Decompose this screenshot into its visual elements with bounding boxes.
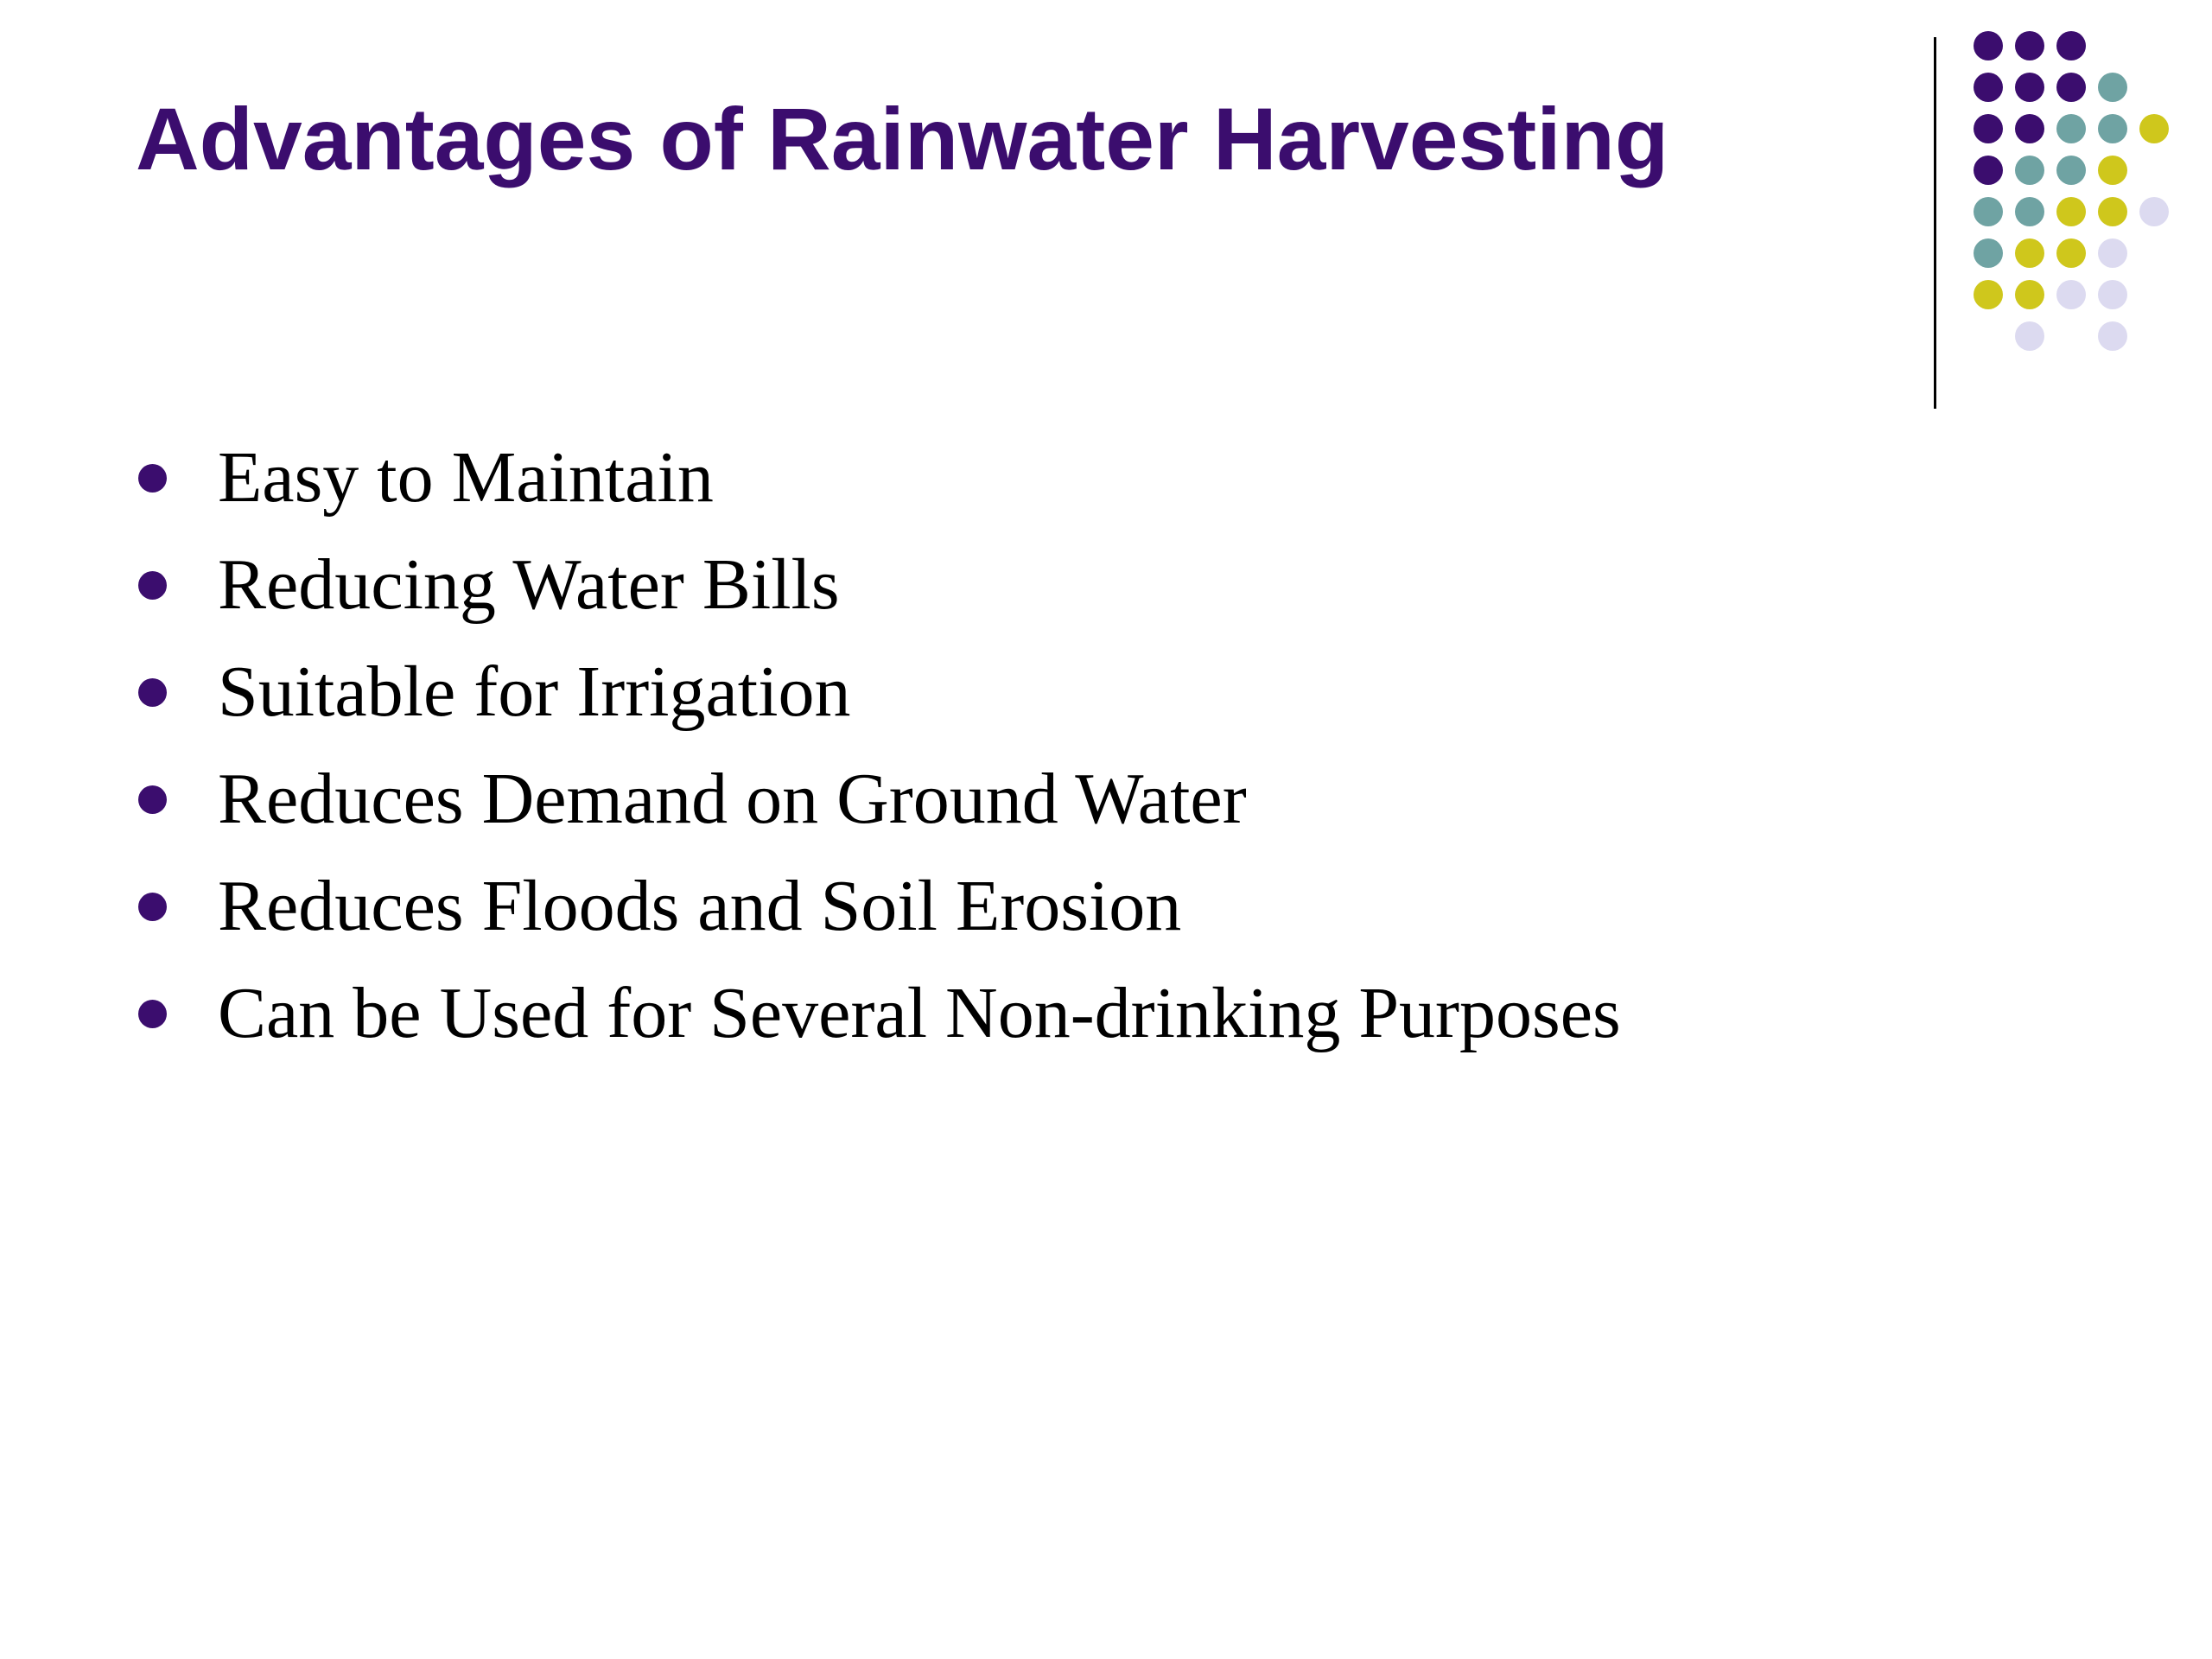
decorative-dot-yellow [2139,114,2169,143]
decorative-dot-purple [2056,31,2086,60]
bullet-text: Reduces Floods and Soil Erosion [218,866,1182,946]
decorative-dot-teal [2015,156,2044,185]
decorative-dot-lavender [2015,321,2044,351]
decorative-dot-lavender [2098,321,2127,351]
vertical-divider [1934,37,1936,409]
bullet-list [136,432,1621,1075]
decorative-dot-yellow [2056,197,2086,226]
bullet-item [136,432,1621,539]
bullet-dot-icon [138,785,167,814]
decorative-dot-lavender [2098,238,2127,268]
bullet-text: Easy to Maintain [218,437,714,518]
decorative-dot-teal [2015,197,2044,226]
bullet-text: Reducing Water Bills [218,544,840,625]
decorative-dot-purple [1974,156,2003,185]
decorative-dot-teal [2056,156,2086,185]
bullet-item [136,646,1621,753]
bullet-text: Suitable for Irrigation [218,652,851,732]
bullet-dot-icon [138,571,167,600]
bullet-item [136,539,1621,646]
bullet-dot-icon [138,678,167,707]
decorative-dot-purple [2015,114,2044,143]
decorative-dot-purple [2056,73,2086,102]
decorative-dot-purple [1974,73,2003,102]
bullet-dot-icon [138,1000,167,1028]
bullet-item [136,753,1621,861]
decorative-dot-lavender [2139,197,2169,226]
decorative-dot-yellow [2056,238,2086,268]
bullet-text: Reduces Demand on Ground Water [218,759,1247,839]
bullet-item [136,968,1621,1075]
bullet-item [136,861,1621,968]
bullet-dot-icon [138,893,167,921]
decorative-dot-teal [2098,114,2127,143]
decorative-dot-yellow [2015,280,2044,309]
slide-title: Advantages of Rainwater Harvesting [136,90,1669,188]
bullet-text: Can be Used for Several Non-drinking Purposes [218,973,1621,1053]
decorative-dot-teal [1974,238,2003,268]
decorative-dot-purple [1974,31,2003,60]
decorative-dot-lavender [2056,280,2086,309]
decorative-dot-yellow [2098,197,2127,226]
decorative-dot-teal [2056,114,2086,143]
decorative-dot-yellow [2015,238,2044,268]
decorative-dot-purple [2015,73,2044,102]
decorative-dot-yellow [2098,156,2127,185]
decorative-dot-teal [2098,73,2127,102]
dot-grid-decoration [1972,29,2188,358]
decorative-dot-purple [2015,31,2044,60]
decorative-dot-teal [1974,197,2003,226]
decorative-dot-purple [1974,114,2003,143]
decorative-dot-yellow [1974,280,2003,309]
decorative-dot-lavender [2098,280,2127,309]
bullet-dot-icon [138,464,167,493]
